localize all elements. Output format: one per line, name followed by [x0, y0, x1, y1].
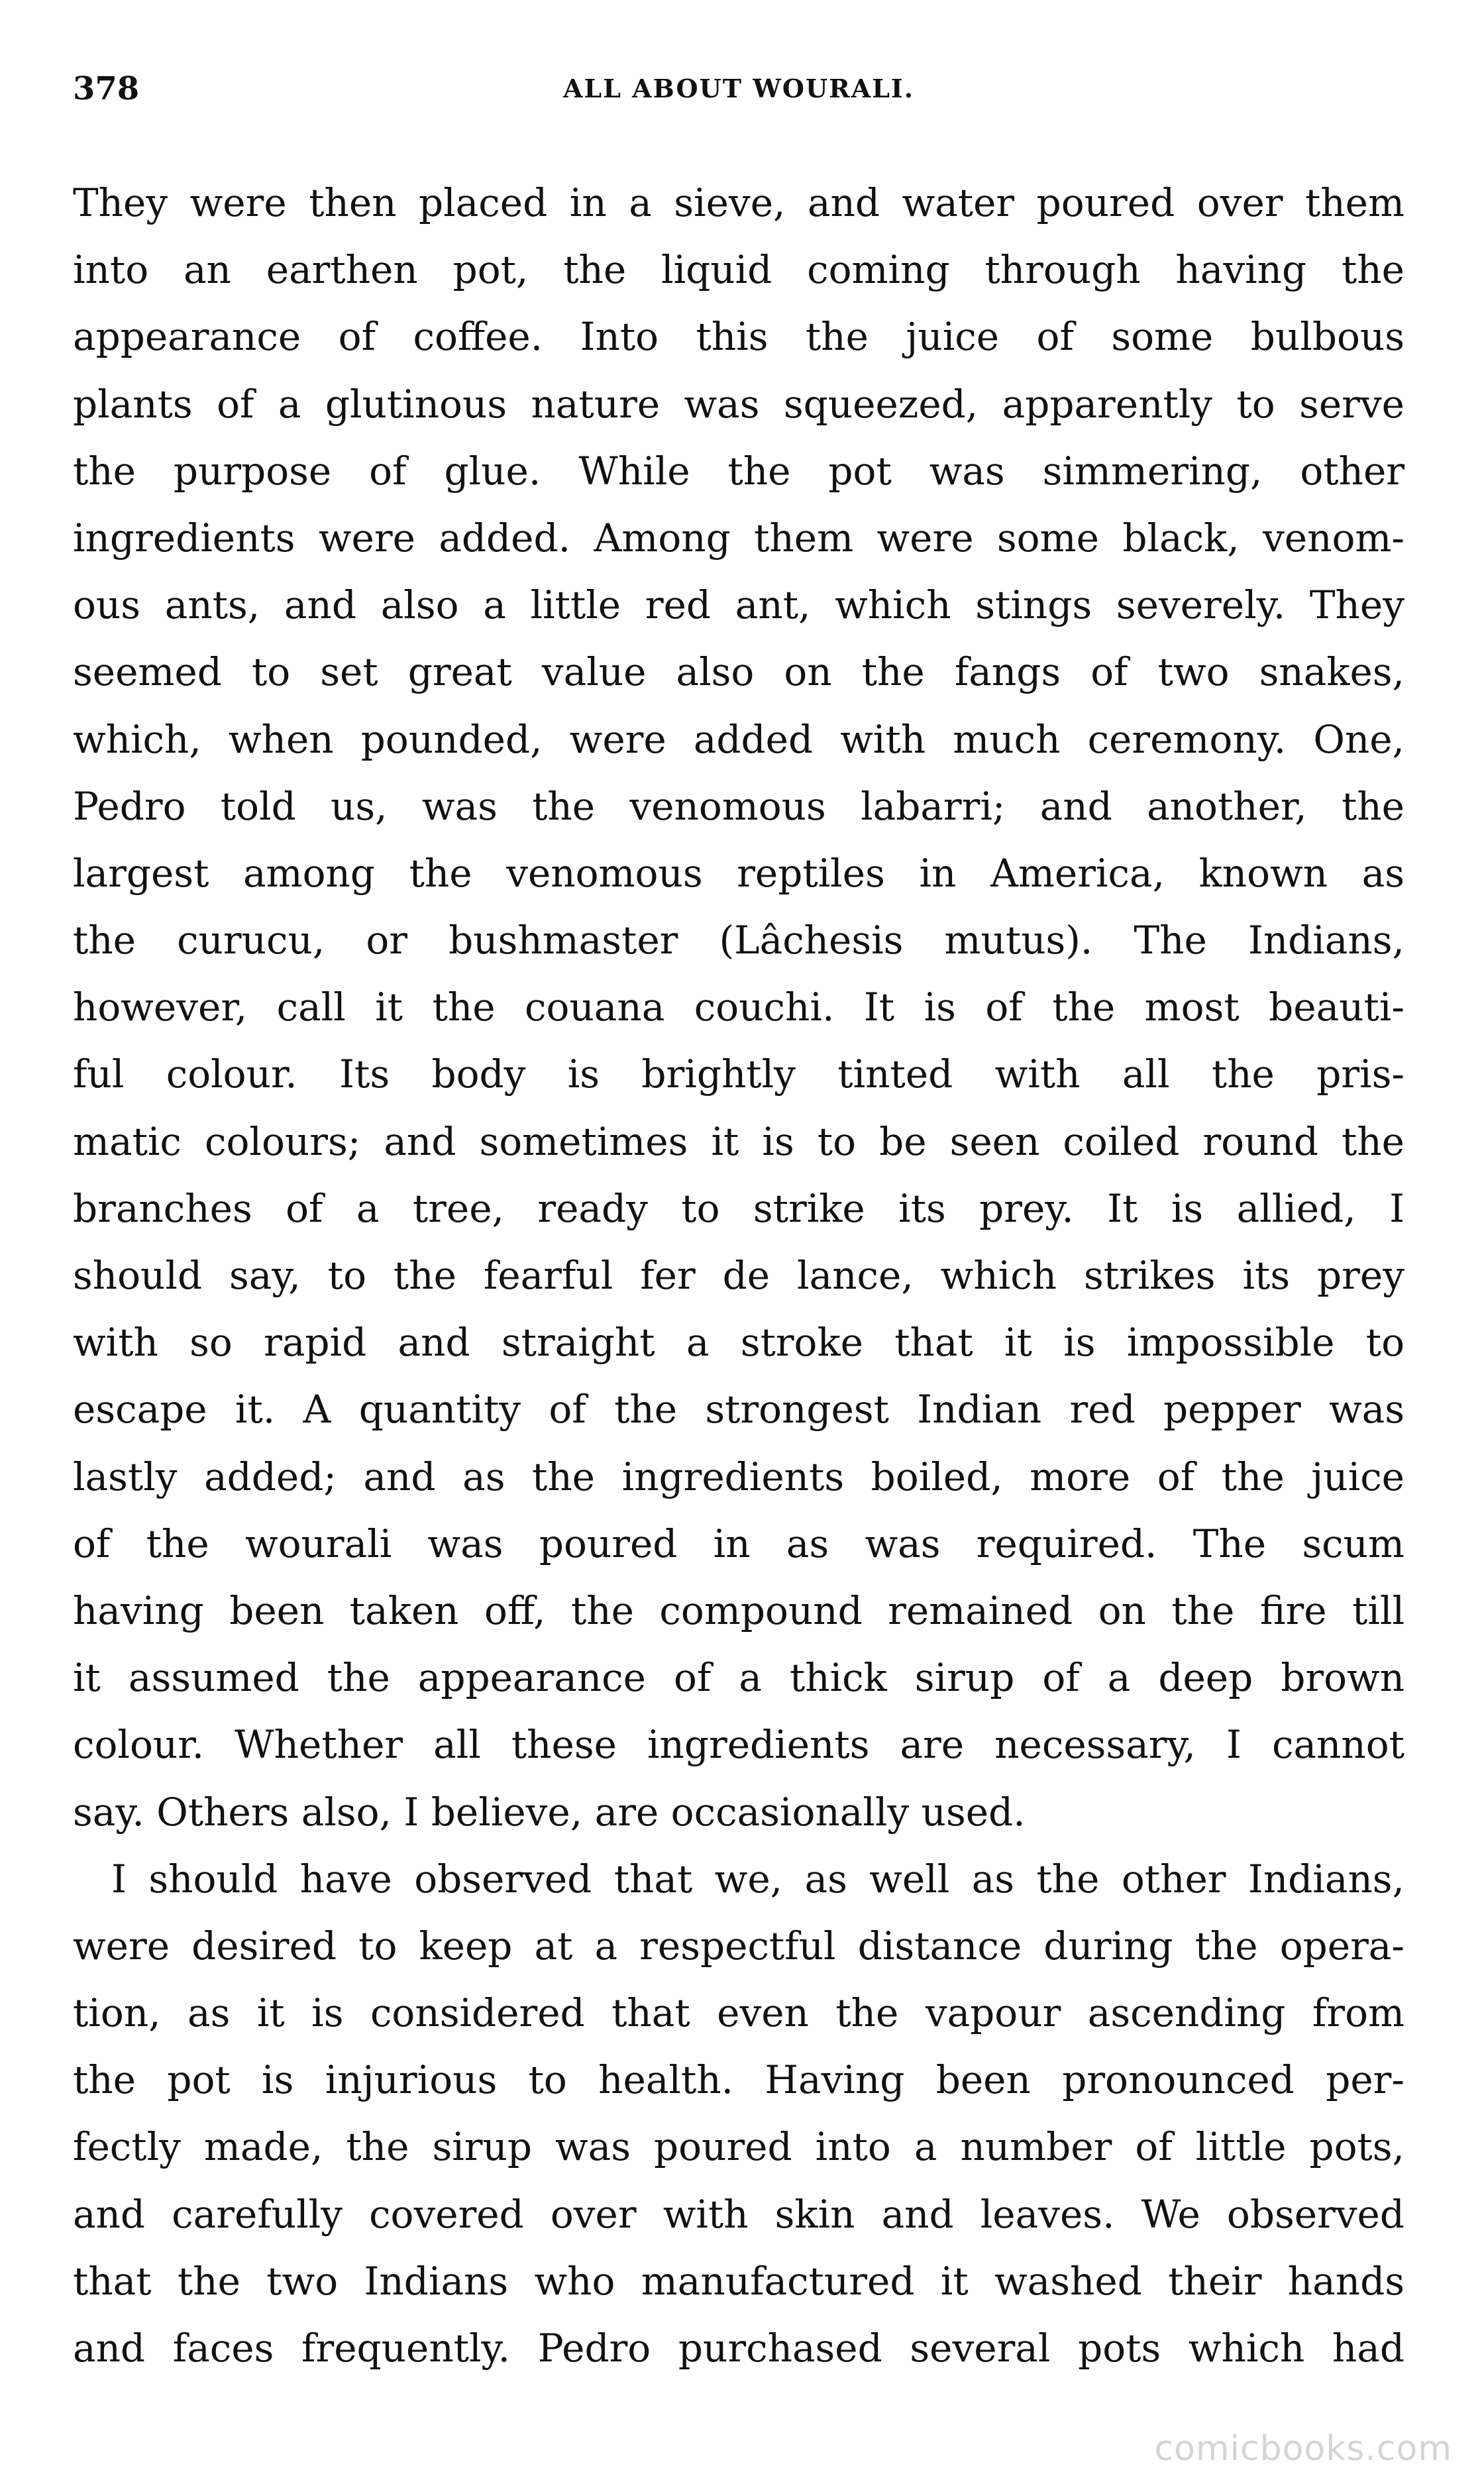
paragraph-1	[73, 170, 1404, 1846]
text-line: ful colour. Its body is brightly tinted with all the pris-	[73, 1051, 1404, 1097]
text-line: should say, to the fearful fer de lance, which strikes its prey	[73, 1253, 1404, 1298]
text-line: tion, as it is considered that even the vapour ascending from	[73, 1990, 1404, 2036]
page-number: 378	[73, 70, 140, 107]
text-line: of the wourali was poured in as was required. The scum	[73, 1521, 1404, 1566]
running-title: ALL ABOUT WOURALI.	[563, 74, 914, 103]
text-line: and carefully covered over with skin and leaves. We observed	[73, 2191, 1404, 2237]
text-line: branches of a tree, ready to strike its prey. It is allied, I	[73, 1185, 1404, 1231]
watermark: comicbooks.com	[1154, 2429, 1452, 2469]
text-line: into an earthen pot, the liquid coming through having the	[73, 247, 1404, 293]
text-line: were desired to keep at a respectful distance during the opera-	[73, 1923, 1404, 1968]
text-line: escape it. A quantity of the strongest Indian red pepper was	[73, 1387, 1404, 1432]
text-line: and faces frequently. Pedro purchased several pots which had	[73, 2326, 1404, 2371]
text-line: having been taken off, the compound remained on the fire till	[73, 1588, 1404, 1633]
text-line: ingredients were added. Among them were some black, venom-	[73, 515, 1404, 561]
text-line: plants of a glutinous nature was squeezed, apparently to serve	[73, 381, 1404, 427]
text-line: the purpose of glue. While the pot was simmering, other	[73, 448, 1404, 494]
body-text	[73, 170, 1404, 2382]
running-head	[73, 69, 1404, 109]
paragraph-2	[73, 1846, 1404, 2383]
text-line: Pedro told us, was the venomous labarri; and another, the	[73, 783, 1404, 829]
text-line: lastly added; and as the ingredients boiled, more of the juice	[73, 1454, 1404, 1499]
text-line: seemed to set great value also on the fangs of two snakes,	[73, 649, 1404, 695]
text-line: They were then placed in a sieve, and water poured over them	[73, 180, 1404, 225]
text-line: say. Others also, I believe, are occasionally used.	[73, 1789, 1026, 1835]
text-line: the curucu, or bushmaster (Lâchesis mutus). The Indians,	[73, 918, 1404, 963]
text-line: ous ants, and also a little red ant, which stings severely. They	[73, 582, 1404, 628]
text-line: with so rapid and straight a stroke that it is impossible to	[73, 1320, 1404, 1366]
text-line: fectly made, the sirup was poured into a number of little pots,	[73, 2124, 1404, 2170]
text-line: which, when pounded, were added with much ceremony. One,	[73, 716, 1404, 762]
text-line: largest among the venomous reptiles in America, known as	[73, 850, 1404, 896]
text-line: however, call it the couana couchi. It is of the most beauti-	[73, 985, 1404, 1030]
text-line: matic colours; and sometimes it is to be seen coiled round the	[73, 1118, 1404, 1164]
text-line: the pot is injurious to health. Having been pronounced per-	[73, 2057, 1404, 2103]
text-line: colour. Whether all these ingredients are necessary, I cannot	[73, 1722, 1404, 1768]
text-line: that the two Indians who manufactured it washed their hands	[73, 2258, 1404, 2304]
text-line: it assumed the appearance of a thick sirup of a deep brown	[73, 1655, 1404, 1701]
text-line: appearance of coffee. Into this the juice of some bulbous	[73, 314, 1404, 360]
text-line: I should have observed that we, as well as the other Indians,	[111, 1856, 1404, 1902]
